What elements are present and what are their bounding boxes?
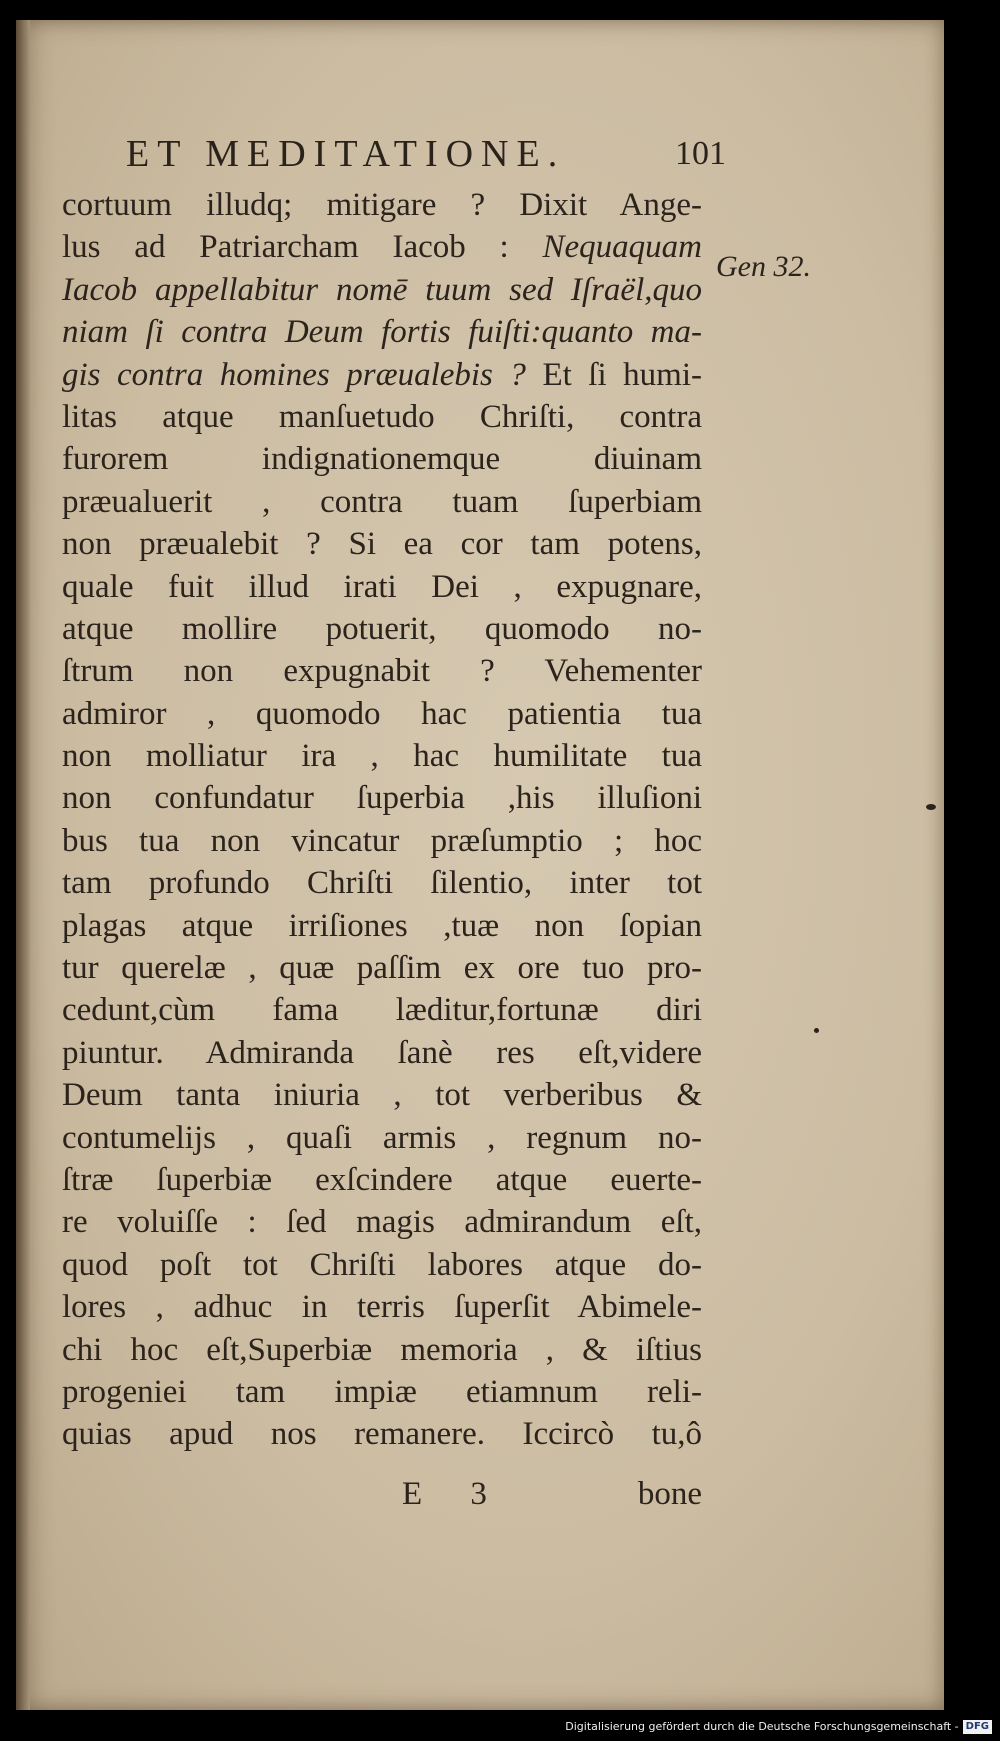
running-title: ET MEDITATIONE. bbox=[126, 133, 566, 175]
roman-segment: progeniei tam impiæ etiamnum reli- bbox=[62, 1373, 702, 1410]
roman-segment: plagas atque irriſiones ,tuæ non ſopian bbox=[62, 907, 702, 944]
body-text bbox=[62, 184, 702, 1456]
book-page bbox=[16, 20, 944, 1710]
text-line bbox=[62, 735, 702, 777]
text-line bbox=[62, 269, 702, 311]
roman-segment: furorem indignationemque diuinam bbox=[62, 441, 702, 478]
marginal-note: Gen 32. bbox=[716, 250, 811, 283]
text-line bbox=[62, 1413, 702, 1455]
text-line bbox=[62, 184, 702, 226]
text-line bbox=[62, 608, 702, 650]
roman-segment: re voluiſſe : ſed magis admirandum eſt, bbox=[62, 1204, 702, 1241]
italic-segment: niam ſi contra Deum fortis fuiſti:quanto ma- bbox=[62, 314, 702, 351]
italic-segment: Iacob appellabitur nomē tuum sed Iſraël,quo bbox=[62, 271, 702, 308]
text-line bbox=[62, 947, 702, 989]
roman-segment: quias apud nos remanere. Iccircò tu,ô bbox=[62, 1416, 702, 1453]
roman-segment: contumelijs , quaſi armis , regnum no- bbox=[62, 1119, 702, 1156]
roman-segment: non confundatur ſuperbia ,his illuſioni bbox=[62, 780, 702, 817]
text-line bbox=[62, 1201, 702, 1243]
roman-segment: non præualebit ? Si ea cor tam potens, bbox=[62, 526, 702, 563]
roman-segment: Deum tanta iniuria , tot verberibus & bbox=[62, 1077, 702, 1114]
text-line bbox=[62, 650, 702, 692]
text-line bbox=[62, 566, 702, 608]
roman-segment: atque mollire potuerit, quomodo no- bbox=[62, 610, 702, 647]
text-line bbox=[62, 1117, 702, 1159]
roman-segment: ſtrum non expugnabit ? Vehementer bbox=[62, 653, 702, 690]
roman-segment: cedunt,cùm fama læditur,fortunæ diri bbox=[62, 992, 702, 1029]
roman-segment: quod poſt tot Chriſti labores atque do- bbox=[62, 1246, 702, 1283]
text-line bbox=[62, 862, 702, 904]
signature-mark: E 3 bbox=[402, 1476, 507, 1512]
roman-segment: non molliatur ira , hac humilitate tua bbox=[62, 738, 702, 775]
digitization-credit bbox=[565, 1717, 992, 1737]
roman-segment: piuntur. Admiranda ſanè res eſt,videre bbox=[62, 1034, 702, 1071]
roman-segment: ſtræ ſuperbiæ exſcindere atque euerte- bbox=[62, 1161, 702, 1198]
text-line bbox=[62, 523, 702, 565]
roman-segment: tur querelæ , quæ paſſim ex ore tuo pro- bbox=[62, 950, 702, 987]
text-line bbox=[62, 226, 702, 268]
roman-segment: cortuum illudq; mitigare ? Dixit Ange- bbox=[62, 187, 702, 223]
ink-speck bbox=[814, 1028, 819, 1033]
roman-segment: lores , adhuc in terris ſuperſit Abimele- bbox=[62, 1289, 702, 1326]
credit-text: Digitalisierung gefördert durch die Deutsche Forschungsgemeinschaft - bbox=[565, 1720, 959, 1733]
ink-speck bbox=[926, 804, 936, 810]
roman-segment: chi hoc eſt,Superbiæ memoria , & iſtius bbox=[62, 1331, 702, 1368]
text-line bbox=[62, 1371, 702, 1413]
page-footer bbox=[62, 1476, 702, 1522]
page-header bbox=[126, 128, 726, 180]
text-line bbox=[62, 777, 702, 819]
dfg-logo-icon: DFG bbox=[963, 1720, 992, 1734]
roman-segment: quale fuit illud irati Dei , expugnare, bbox=[62, 568, 702, 605]
text-line bbox=[62, 354, 702, 396]
text-line bbox=[62, 481, 702, 523]
roman-segment: admiror , quomodo hac patientia tua bbox=[62, 695, 702, 732]
italic-segment: gis contra homines præualebis ? bbox=[62, 356, 543, 393]
binding-gutter bbox=[16, 20, 30, 1710]
text-line bbox=[62, 693, 702, 735]
text-line bbox=[62, 905, 702, 947]
text-line bbox=[62, 1244, 702, 1286]
text-line bbox=[62, 1329, 702, 1371]
italic-segment: Nequaquam bbox=[542, 229, 702, 266]
text-line bbox=[62, 1074, 702, 1116]
text-line bbox=[62, 1286, 702, 1328]
text-line bbox=[62, 396, 702, 438]
text-line bbox=[62, 820, 702, 862]
catchword: bone bbox=[637, 1476, 702, 1512]
text-line bbox=[62, 1032, 702, 1074]
text-line bbox=[62, 989, 702, 1031]
roman-segment: præualuerit , contra tuam ſuperbiam bbox=[62, 483, 702, 520]
roman-segment: lus ad Patriarcham Iacob : bbox=[62, 229, 543, 266]
text-line bbox=[62, 1159, 702, 1201]
page-number: 101 bbox=[675, 135, 726, 172]
text-line bbox=[62, 311, 702, 353]
roman-segment: tam profundo Chriſti ſilentio, inter tot bbox=[62, 865, 702, 902]
roman-segment: Et ſi humi- bbox=[542, 356, 702, 393]
roman-segment: bus tua non vincatur præſumptio ; hoc bbox=[62, 822, 702, 859]
text-line bbox=[62, 438, 702, 480]
roman-segment: litas atque manſuetudo Chriſti, contra bbox=[62, 398, 702, 435]
